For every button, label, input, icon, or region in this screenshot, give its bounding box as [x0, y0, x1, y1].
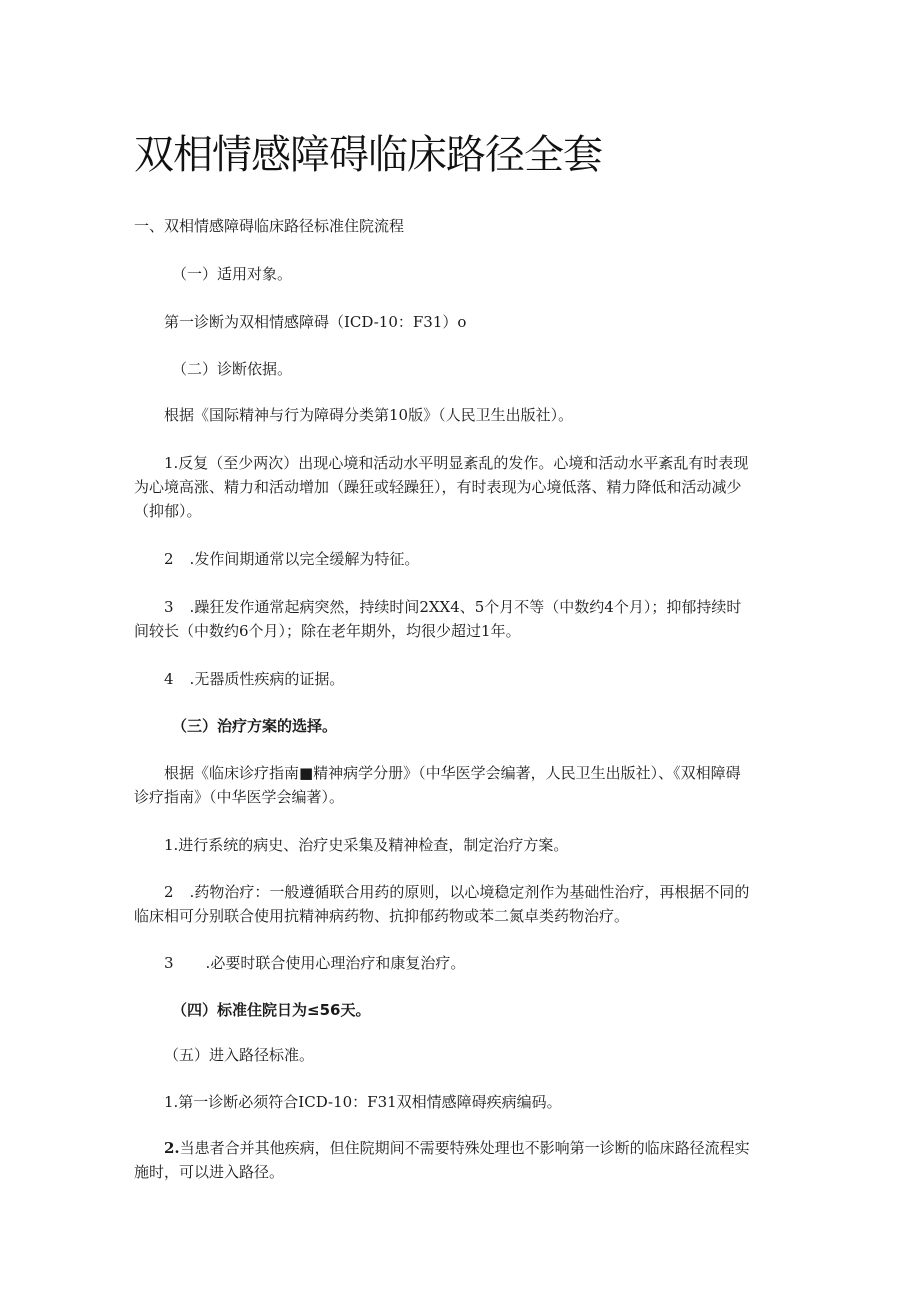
paragraph-entry-item-1: 1.第一诊断必须符合ICD-10：F31双相情感障碍疾病编码。	[164, 1093, 562, 1111]
paragraph-applicable-object: 第一诊断为双相情感障碍（ICD-10：F31）o	[164, 313, 467, 331]
paragraph-entry-item-2	[134, 1136, 754, 1184]
subsection-heading-4: （四）标准住院日为≤56天。	[172, 1001, 371, 1019]
item-text: .必要时联合使用心理治疗和康复治疗。	[205, 954, 466, 972]
subsection-heading-2: （二）诊断依据。	[172, 360, 293, 378]
paragraph-diagnosis-basis: 根据《国际精神与行为障碍分类第10版》（人民卫生出版社）。	[164, 406, 574, 424]
subsection-heading-3: （三）治疗方案的选择。	[172, 717, 338, 735]
item-number: 3	[164, 598, 174, 616]
subsection-heading-5: （五）进入路径标准。	[164, 1046, 315, 1064]
subsection-heading-1: （一）适用对象。	[172, 265, 293, 283]
item-text: 当患者合并其他疾病，但住院期间不需要特殊处理也不影响第一诊断的临床路径流程实施时，可以进入路径。	[134, 1139, 750, 1181]
item-number: 2.	[164, 1139, 180, 1157]
paragraph-treatment-item-3	[164, 951, 465, 975]
paragraph-treatment-item-1: 1.进行系统的病史、治疗史采集及精神检查，制定治疗方案。	[164, 836, 569, 854]
item-text: .发作间期通常以完全缓解为特征。	[189, 550, 420, 568]
paragraph-treatment-basis: 根据《临床诊疗指南■精神病学分册》（中华医学会编著，人民卫生出版社）、《双相障碍诊疗指南》（中华医学会编著）。	[134, 764, 741, 806]
paragraph-diagnosis-item-3	[134, 595, 754, 643]
section-heading: 一、双相情感障碍临床路径标准住院流程	[134, 217, 405, 235]
item-text: .无器质性疾病的证据。	[189, 670, 345, 688]
item-text: .躁狂发作通常起病突然，持续时间2XX4、5个月不等（中数约4个月）；抑郁持续时间较长（中数约6个月）；除在老年期外，均很少超过1年。	[134, 598, 742, 640]
item-number: 2	[164, 883, 174, 901]
item-number: 4	[164, 670, 174, 688]
paragraph-diagnosis-item-2	[164, 547, 419, 571]
document-title: 双相情感障碍临床路径全套	[134, 132, 602, 178]
item-number: 2	[164, 550, 174, 568]
item-number: 3	[164, 954, 174, 972]
paragraph-diagnosis-item-1: 1.反复（至少两次）出现心境和活动水平明显紊乱的发作。心境和活动水平紊乱有时表现为心境高涨、精力和活动增加（躁狂或轻躁狂），有时表现为心境低落、精力降低和活动减少（抑郁）。	[134, 454, 749, 520]
item-text: .药物治疗：一般遵循联合用药的原则，以心境稳定剂作为基础性治疗，再根据不同的临床相可分别联合使用抗精神病药物、抗抑郁药物或苯二氮卓类药物治疗。	[134, 883, 750, 925]
paragraph-treatment-item-2	[134, 880, 754, 928]
paragraph-diagnosis-item-4	[164, 667, 344, 691]
